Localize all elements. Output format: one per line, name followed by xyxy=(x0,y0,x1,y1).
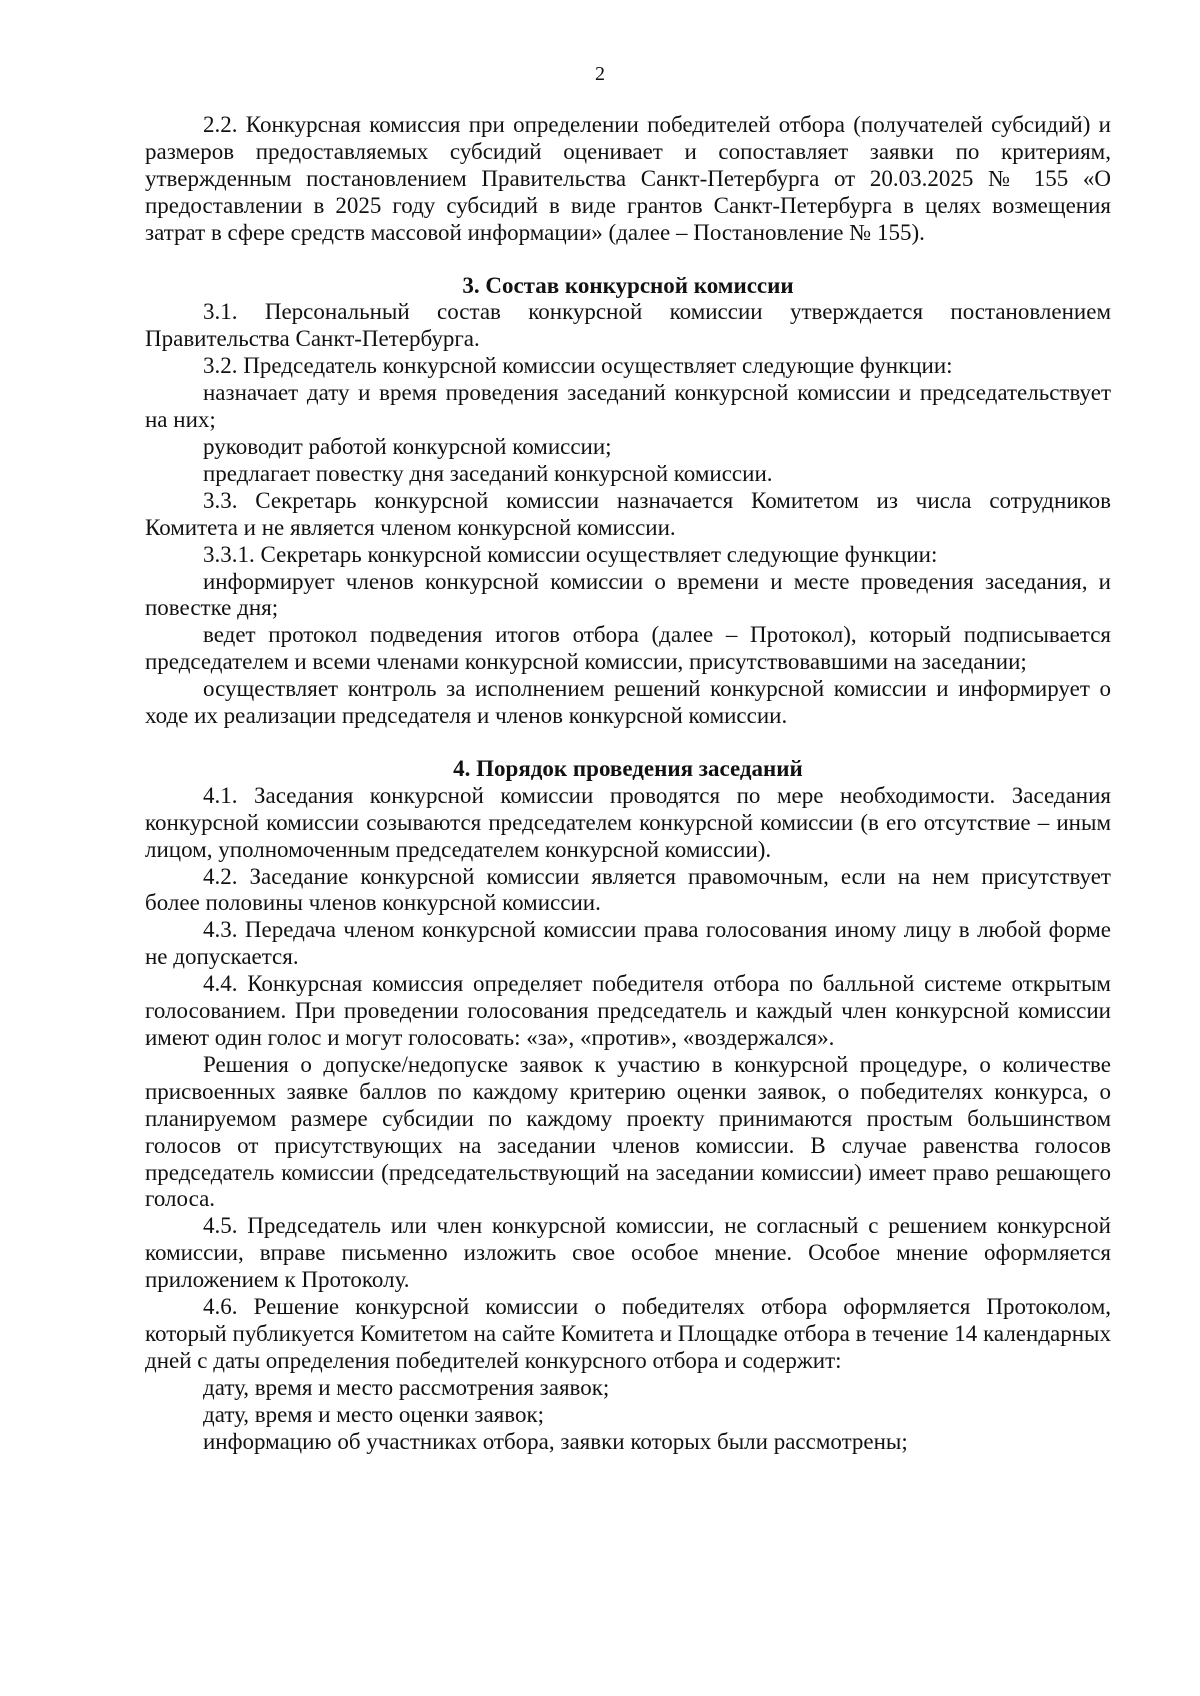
list-item-4-6-a: дату, время и место рассмотрения заявок; xyxy=(203,1374,610,1400)
paragraph-3-3: 3.3. Секретарь конкурсной комиссии назначается Комитетом из числа сотрудников Комитета и не является членом конкурсной комиссии. xyxy=(145,487,1111,540)
section-4-title: 4. Порядок проведения заседаний xyxy=(453,755,803,781)
document-body xyxy=(145,112,1111,1456)
paragraph-3-2: 3.2. Председатель конкурсной комиссии осуществляет следующие функции: xyxy=(203,353,953,379)
list-item-3-3-1-a: информирует членов конкурсной комиссии о времени и месте проведения заседания, и повестке дня; xyxy=(145,568,1111,621)
page-number: 2 xyxy=(595,63,605,85)
list-item-3-2-a: назначает дату и время проведения заседаний конкурсной комиссии и председательствует на них; xyxy=(145,380,1111,433)
paragraph-4-3: 4.3. Передача членом конкурсной комиссии права голосования иному лицу в любой форме не допускается. xyxy=(145,917,1111,970)
paragraph-4-4-decisions: Решения о допуске/недопуске заявок к участию в конкурсной процедуре, о количестве присвоенных заявке баллов по каждому критерию оценки заявок, о победителях конкурса, о планируемом размере субсидии по каждому проекту принимаются простым большинством голосов от присутствующих на заседании членов комиссии. В случае равенства голосов председатель комиссии (председательствующий на заседании комиссии) имеет право решающего голоса. xyxy=(145,1051,1111,1212)
list-item-4-6-c: информацию об участниках отбора, заявки которых были рассмотрены; xyxy=(203,1428,908,1454)
list-item-3-3-1-c: осуществляет контроль за исполнением решений конкурсной комиссии и информирует о ходе их реализации председателя и членов конкурсной комиссии. xyxy=(145,676,1111,729)
list-item-4-6-b: дату, время и место оценки заявок; xyxy=(203,1401,545,1427)
paragraph-4-2: 4.2. Заседание конкурсной комиссии является правомочным, если на нем присутствует более половины членов конкурсной комиссии. xyxy=(145,863,1111,916)
list-item-3-2-b: руководит работой конкурсной комиссии; xyxy=(203,433,612,459)
paragraph-2-2: 2.2. Конкурсная комиссия при определении победителей отбора (получателей субсидий) и размеров предоставляемых субсидий оценивает и сопоставляет заявки по критериям, утвержденным постановлением Правительства Санкт-Петербурга от 20.03.2025 № 155 «О предоставлении в 2025 году субсидий в виде грантов Санкт-Петербурга в целях возмещения затрат в сфере средств массовой информации» (далее – Постановление № 155). xyxy=(145,112,1111,245)
paragraph-3-3-1: 3.3.1. Секретарь конкурсной комиссии осуществляет следующие функции: xyxy=(203,541,938,567)
list-item-3-2-c: предлагает повестку дня заседаний конкурсной комиссии. xyxy=(203,460,773,486)
paragraph-4-5: 4.5. Председатель или член конкурсной комиссии, не согласный с решением конкурсной комиссии, вправе письменно изложить свое особое мнение. Особое мнение оформляется приложением к Протоколу. xyxy=(145,1213,1111,1293)
paragraph-3-1: 3.1. Персональный состав конкурсной комиссии утверждается постановлением Правительства Санкт-Петербурга. xyxy=(145,299,1111,352)
paragraph-4-6: 4.6. Решение конкурсной комиссии о победителях отбора оформляется Протоколом, который публикуется Комитетом на сайте Комитета и Площадке отбора в течение 14 календарных дней с даты определения победителей конкурсного отбора и содержит: xyxy=(145,1294,1111,1373)
paragraph-4-1: 4.1. Заседания конкурсной комиссии проводятся по мере необходимости. Заседания конкурсной комиссии созываются председателем конкурсной комиссии (в его отсутствие – иным лицом, уполномоченным председателем конкурсной комиссии). xyxy=(145,782,1111,862)
list-item-3-3-1-b: ведет протокол подведения итогов отбора (далее – Протокол), который подписывается председателем и всеми членами конкурсной комиссии, присутствовавшими на заседании; xyxy=(145,622,1111,675)
paragraph-4-4: 4.4. Конкурсная комиссия определяет победителя отбора по балльной системе открытым голосованием. При проведении голосования председатель и каждый член конкурсной комиссии имеют один голос и могут голосовать: «за», «против», «воздержался». xyxy=(145,971,1111,1050)
section-3-title: 3. Состав конкурсной комиссии xyxy=(462,272,794,298)
